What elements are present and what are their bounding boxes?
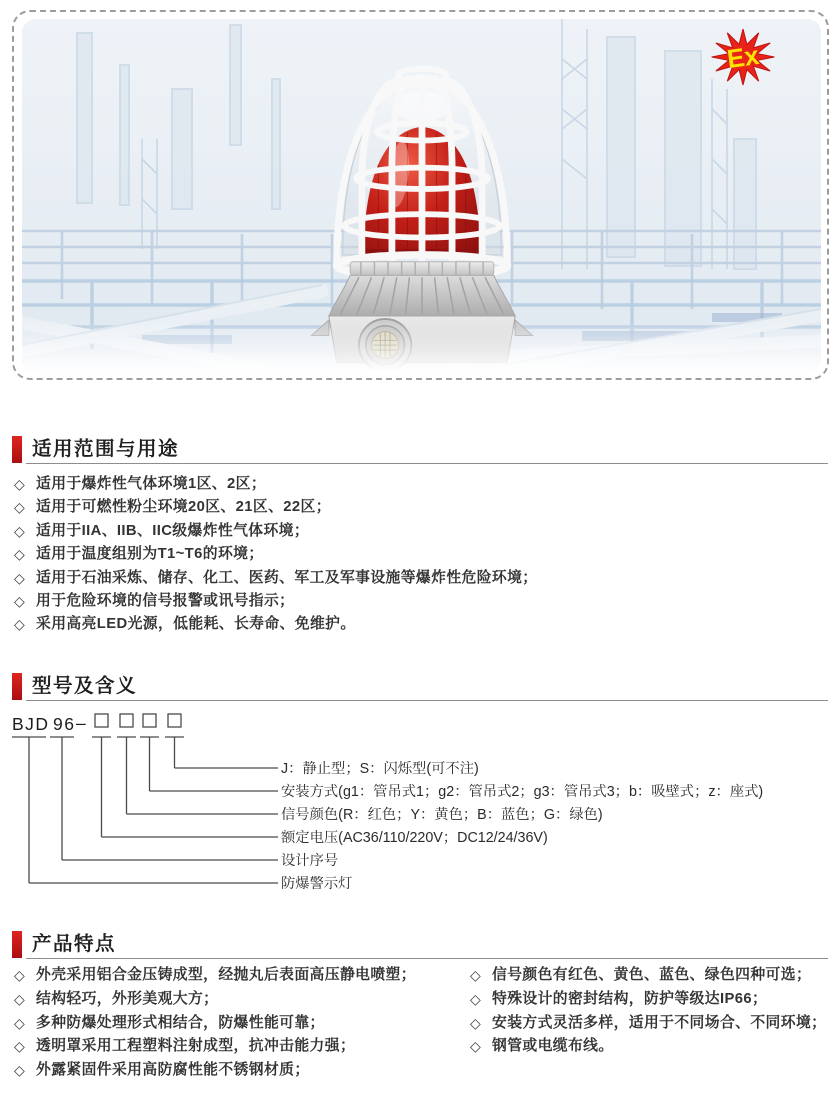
product-hero-banner	[12, 10, 829, 380]
model-box	[95, 714, 108, 727]
diagram-label-design: 设计序号	[281, 853, 339, 869]
product-photo	[22, 19, 821, 371]
list-item: ◇ 钢管或电缆布线。	[470, 1038, 614, 1055]
section-title: 型号及含义	[32, 675, 138, 697]
diamond-bullet-icon: ◇	[14, 1014, 26, 1031]
diamond-bullet-icon: ◇	[14, 1038, 26, 1055]
diamond-bullet-icon: ◇	[14, 1062, 26, 1079]
list-item: ◇ 适用于可燃性粉尘环境20区、21区、22区；	[14, 499, 331, 516]
photo-bottom-fade	[22, 321, 821, 371]
diamond-bullet-icon: ◇	[14, 592, 26, 609]
list-item: ◇ 安装方式灵活多样，适用于不同场合、不同环境；	[470, 1014, 827, 1031]
list-item: ◇ 采用高亮LED光源，低能耗、长寿命、免维护。	[14, 616, 356, 633]
list-item: ◇ 透明罩采用工程塑料注射成型，抗冲击能力强；	[14, 1038, 356, 1055]
features-list-left	[14, 965, 464, 1084]
diamond-bullet-icon: ◇	[470, 967, 482, 983]
model-box	[168, 714, 181, 727]
diagram-label-color: 信号颜色(R：红色；Y：黄色；B：蓝色；G：绿色)	[281, 807, 603, 823]
section-header-features	[12, 930, 116, 958]
list-item: ◇ 适用于温度组别为T1~T6的环境；	[14, 546, 264, 563]
diamond-bullet-icon: ◇	[470, 990, 482, 1007]
list-item: ◇ 外壳采用铝合金压铸成型，经抛丸后表面高压静电喷塑；	[14, 967, 416, 983]
industrial-scene-illustration	[22, 19, 821, 371]
model-box	[120, 714, 133, 727]
diamond-bullet-icon: ◇	[14, 569, 26, 586]
list-item: ◇ 适用于IIA、IIB、IIC级爆炸性气体环境；	[14, 522, 310, 539]
model-dash: –	[76, 713, 88, 733]
features-list-right	[470, 965, 836, 1060]
section-header-model	[12, 672, 137, 700]
section-title: 产品特点	[32, 933, 117, 955]
diagram-label-type: J：静止型；S：闪烁型(可不注)	[281, 761, 479, 777]
list-item: ◇ 结构轻巧，外形美观大方；	[14, 990, 219, 1007]
list-item: ◇ 适用于石油采炼、储存、化工、医药、军工及军事设施等爆炸性危险环境；	[14, 569, 538, 586]
section-rule	[26, 463, 828, 464]
diamond-bullet-icon: ◇	[14, 967, 26, 983]
diamond-bullet-icon: ◇	[14, 990, 26, 1007]
diamond-bullet-icon: ◇	[14, 476, 26, 492]
section-rule	[26, 958, 828, 959]
scope-list	[14, 474, 538, 638]
list-item: ◇ 特殊设计的密封结构，防护等级达IP66；	[470, 990, 768, 1007]
diagram-connector-lines	[12, 737, 278, 883]
red-bar-icon	[12, 673, 22, 700]
section-header-scope	[12, 435, 179, 463]
diagram-label-mount: 安装方式(g1：管吊式1；g2：管吊式2；g3：管吊式3；b：吸壁式；z：座式)	[281, 784, 764, 800]
diagram-label-voltage: 额定电压(AC36/110/220V；DC12/24/36V)	[281, 830, 548, 846]
diamond-bullet-icon: ◇	[14, 616, 26, 633]
list-item: ◇ 多种防爆处理形式相结合，防爆性能可靠；	[14, 1014, 325, 1031]
diamond-bullet-icon: ◇	[14, 499, 26, 516]
list-item: ◇ 用于危险环境的信号报警或讯号指示；	[14, 592, 295, 609]
red-bar-icon	[12, 931, 22, 958]
red-bar-icon	[12, 436, 22, 463]
model-series: 96	[53, 714, 76, 734]
ex-label: Ex	[725, 39, 761, 75]
list-item: ◇ 信号颜色有红色、黄色、蓝色、绿色四种可选；	[470, 967, 812, 983]
diamond-bullet-icon: ◇	[14, 546, 26, 563]
section-title: 适用范围与用途	[32, 438, 180, 460]
diamond-bullet-icon: ◇	[470, 1014, 482, 1031]
list-item: ◇ 适用于爆炸性气体环境1区、2区；	[14, 476, 267, 492]
section-rule	[26, 700, 828, 701]
list-item: ◇ 外露紧固件采用高防腐性能不锈钢材质；	[14, 1062, 310, 1079]
model-designation-diagram	[12, 706, 828, 901]
model-box	[143, 714, 156, 727]
model-prefix: BJD	[12, 714, 50, 734]
diamond-bullet-icon: ◇	[14, 522, 26, 539]
diagram-label-product: 防爆警示灯	[281, 876, 353, 892]
diamond-bullet-icon: ◇	[470, 1038, 482, 1055]
